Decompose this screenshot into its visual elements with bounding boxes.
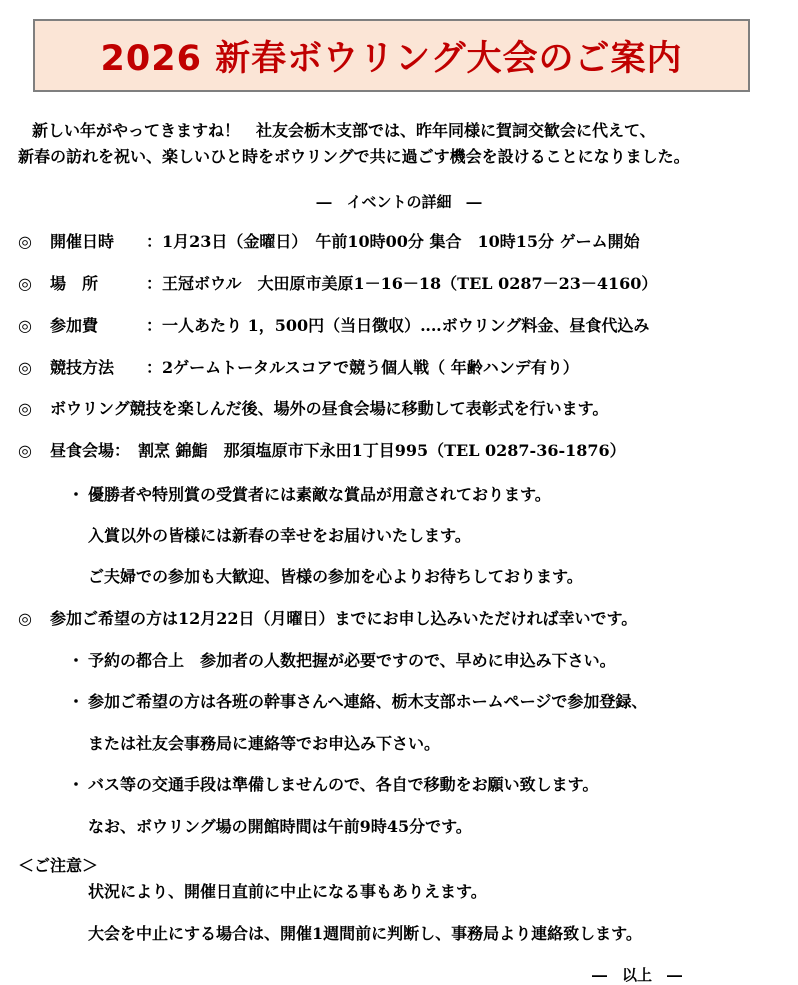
bullet-dot: ・	[68, 692, 85, 711]
apply-note-continued: または社友会事務局に連絡等でお申込み下さい。	[88, 734, 441, 753]
intro-line-1: 新しい年がやってきますね！ 社友会栃木支部では、昨年同様に賀詞交歓会に代えて、	[32, 121, 656, 140]
detail-text: 昼食会場： 割烹 錦鮨 那須塩原市下永田1丁目995（TEL 0287-36-1876）	[50, 441, 626, 460]
detail-value: ：一人あたり 1，500円（当日徴収）‥‥ボウリング料金、昼食代込み	[146, 316, 650, 335]
detail-value: ：1月23日（金曜日） 午前10時00分 集合 10時15分 ゲーム開始	[146, 232, 640, 251]
double-circle-mark: ◎	[18, 358, 32, 377]
detail-venue	[18, 273, 657, 295]
detail-label: 競技方法	[50, 358, 115, 377]
double-circle-mark: ◎	[18, 232, 32, 251]
detail-fee	[18, 315, 649, 337]
caution-header: ＜ご注意＞	[18, 856, 99, 875]
double-circle-mark: ◎	[18, 274, 32, 293]
title-banner	[33, 19, 750, 92]
double-circle-mark: ◎	[18, 316, 32, 335]
caution-line: 大会を中止にする場合は、開催1週間前に判断し、事務局より連絡致します。	[88, 924, 642, 943]
closing-mark: ― 以上 ―	[592, 966, 683, 984]
apply-note-continued: なお、ボウリング場の開館時間は午前9時45分です。	[88, 817, 472, 836]
detail-label: 開催日時	[50, 232, 115, 251]
apply-note	[68, 650, 616, 672]
detail-lunch	[18, 440, 626, 462]
prize-note-continued: 入賞以外の皆様には新春の幸せをお届けいたします。	[88, 526, 471, 545]
bullet-dot: ・	[68, 775, 85, 794]
detail-text: ボウリング競技を楽しんだ後、場外の昼食会場に移動して表彰式を行います。	[50, 399, 609, 418]
detail-label: 参加費	[50, 316, 99, 335]
detail-text: 参加ご希望の方は12月22日（月曜日）までにお申し込みいただければ幸いです。	[50, 609, 638, 628]
prize-note-continued: ご夫婦での参加も大歓迎、皆様の参加を心よりお待ちしております。	[88, 567, 583, 586]
apply-note	[68, 774, 598, 796]
intro-paragraph	[18, 118, 778, 170]
caution-line: 状況により、開催日直前に中止になる事もありえます。	[88, 882, 487, 901]
detail-apply	[18, 608, 637, 630]
intro-line-2: 新春の訪れを祝い、楽しいひと時をボウリングで共に過ごす機会を設けることになりました。	[18, 147, 690, 166]
prize-note	[68, 484, 551, 506]
double-circle-mark: ◎	[18, 441, 32, 460]
note-text: 参加ご希望の方は各班の幹事さんへ連絡、栃木支部ホームページで参加登録、	[88, 692, 648, 711]
detail-date	[18, 231, 640, 253]
apply-note	[68, 691, 647, 713]
note-text: 優勝者や特別賞の受賞者には素敵な賞品が用意されております。	[88, 485, 551, 504]
page-title: 2026 新春ボウリング大会のご案内	[100, 38, 683, 79]
double-circle-mark: ◎	[18, 609, 32, 628]
detail-value: ：王冠ボウル 大田原市美原1－16－18（TEL 0287－23－4160）	[146, 274, 658, 293]
double-circle-mark: ◎	[18, 399, 32, 418]
detail-label: 場 所	[50, 274, 99, 293]
detail-format	[18, 357, 579, 379]
note-text: 予約の都合上 参加者の人数把握が必要ですので、早めに申込み下さい。	[88, 651, 616, 670]
bullet-dot: ・	[68, 651, 85, 670]
note-text: バス等の交通手段は準備しませんので、各自で移動をお願い致します。	[88, 775, 599, 794]
bullet-dot: ・	[68, 485, 85, 504]
detail-after-bowling	[18, 398, 608, 420]
section-header: ― イベントの詳細 ―	[316, 193, 482, 211]
detail-value: ：2ゲームトータルスコアで競う個人戦（ 年齢ハンデ有り）	[146, 358, 579, 377]
